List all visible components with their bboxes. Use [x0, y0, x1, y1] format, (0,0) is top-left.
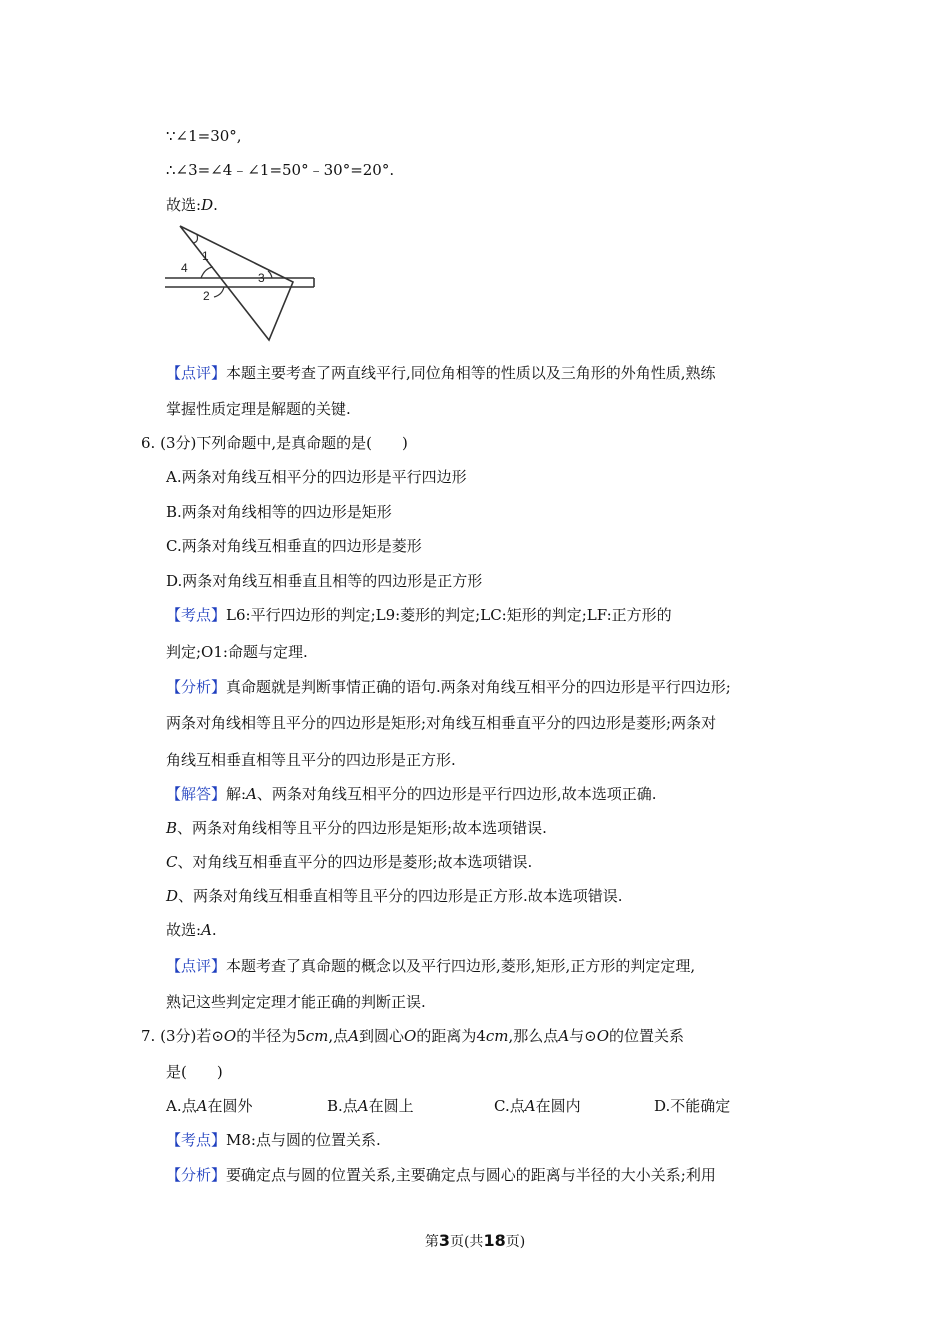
- stem-part: O: [596, 1027, 610, 1045]
- q7-fenxi: [166, 1165, 716, 1185]
- jieda-b-text: 、两条对角线相等且平分的四边形是矩形;故本选项错误.: [177, 819, 547, 837]
- page-number: 3: [438, 1231, 450, 1250]
- q6-kaodian: [166, 605, 672, 625]
- question-6-stem: [141, 433, 408, 453]
- stem-part: O: [223, 1027, 237, 1045]
- stem-part: ,点: [328, 1027, 349, 1045]
- q7-option-b: [327, 1096, 414, 1116]
- question-7-stem-line2: 是( ): [166, 1063, 223, 1081]
- stem-part: A: [348, 1027, 360, 1045]
- answer-suffix: .: [213, 196, 218, 214]
- q7-kaodian: [166, 1130, 381, 1150]
- q7-option-d: D.不能确定: [654, 1097, 731, 1115]
- answer-prefix: 故选:: [166, 196, 202, 214]
- answer-letter: D: [201, 196, 214, 214]
- footer-text: 页): [505, 1234, 526, 1250]
- stem-part: 的位置关系: [609, 1027, 685, 1045]
- q6-jieda-b: [166, 818, 547, 838]
- stem-part: O: [404, 1027, 417, 1045]
- jieda-c-text: 、对角线互相垂直平分的四边形是菱形;故本选项错误.: [177, 853, 533, 871]
- geometry-figure: [162, 222, 322, 347]
- opt-text: 在圆外: [207, 1097, 253, 1115]
- q6-jieda: [166, 784, 656, 804]
- q6-answer-prefix: 故选:: [166, 921, 202, 939]
- stem-part: cm: [305, 1027, 329, 1045]
- kaodian-tag: 【考点】: [166, 606, 227, 624]
- opt-letter: A: [524, 1097, 536, 1115]
- q6-option-d: D.两条对角线互相垂直且相等的四边形是正方形: [166, 572, 483, 590]
- triangle: [180, 226, 293, 340]
- opt-letter: A: [196, 1097, 208, 1115]
- answer-line: [166, 195, 218, 215]
- stem-part: cm: [485, 1027, 509, 1045]
- q6-fenxi: [166, 677, 731, 697]
- kaodian-text-1: M8:点与圆的位置关系.: [226, 1131, 381, 1149]
- question-number: 6.: [141, 434, 156, 452]
- jieda-c-letter: C: [166, 853, 178, 871]
- q7-option-a: [166, 1096, 252, 1116]
- stem-part: 与⊙: [569, 1027, 597, 1045]
- total-pages: 18: [483, 1231, 506, 1250]
- stem-part: 的半径为5: [236, 1027, 306, 1045]
- label-2: 2: [203, 289, 210, 303]
- q6-option-c: C.两条对角线互相垂直的四边形是菱形: [166, 537, 422, 555]
- q6-answer-letter: A: [201, 921, 212, 939]
- dianping-tag: 【点评】: [166, 957, 227, 975]
- dianping-text-1: 本题考查了真命题的概念以及平行四边形,菱形,矩形,正方形的判定定理,: [226, 957, 696, 975]
- comment-text-1: 本题主要考查了两直线平行,同位角相等的性质以及三角形的外角性质,熟练: [226, 364, 716, 382]
- q6-option-b: B.两条对角线相等的四边形是矩形: [166, 503, 392, 521]
- q7-option-c: [494, 1096, 581, 1116]
- q6-answer: [166, 920, 217, 940]
- fenxi-text-1: 真命题就是判断事情正确的语句.两条对角线互相平分的四边形是平行四边形;: [226, 678, 731, 696]
- label-3: 3: [258, 271, 265, 285]
- angle-arc-1: [193, 235, 198, 243]
- stem-part: (3分)若⊙: [160, 1027, 224, 1045]
- jieda-pre: 解:: [226, 785, 247, 803]
- jieda-a-text: 、两条对角线互相平分的四边形是平行四边形,故本选项正确.: [256, 785, 657, 803]
- opt-text: 在圆上: [368, 1097, 414, 1115]
- q6-jieda-d: [166, 886, 623, 906]
- question-number: 7.: [141, 1027, 156, 1045]
- kaodian-text-1: L6:平行四边形的判定;L9:菱形的判定;LC:矩形的判定;LF:正方形的: [226, 606, 672, 624]
- q6-fenxi-line2: 两条对角线相等且平分的四边形是矩形;对角线互相垂直平分的四边形是菱形;两条对: [166, 714, 717, 732]
- opt-text: A.点: [166, 1097, 197, 1115]
- opt-text: B.点: [327, 1097, 358, 1115]
- fenxi-text-1: 要确定点与圆的位置关系,主要确定点与圆心的距离与半径的大小关系;利用: [226, 1166, 716, 1184]
- stem-part: 到圆心: [359, 1027, 405, 1045]
- jieda-b-letter: B: [166, 819, 178, 837]
- angle-arc-4: [201, 267, 213, 278]
- question-7-stem: [141, 1026, 684, 1046]
- q6-fenxi-line3: 角线互相垂直相等且平分的四边形是正方形.: [166, 751, 456, 769]
- fenxi-tag: 【分析】: [166, 678, 227, 696]
- prev-comment: [166, 363, 716, 383]
- q6-jieda-c: [166, 852, 532, 872]
- angle-arc-2: [214, 287, 224, 297]
- footer-text: 页(共: [449, 1234, 484, 1250]
- solution-step-2: ∴∠3=∠4﹣∠1=50°﹣30°=20°.: [166, 161, 395, 179]
- opt-letter: A: [357, 1097, 369, 1115]
- fenxi-tag: 【分析】: [166, 1166, 227, 1184]
- solution-step-1: ∵∠1=30°,: [166, 127, 242, 145]
- stem-part: ,那么点: [508, 1027, 559, 1045]
- opt-text: C.点: [494, 1097, 525, 1115]
- q6-kaodian-line2: 判定;O1:命题与定理.: [166, 643, 308, 661]
- footer-text: 第: [424, 1234, 439, 1250]
- stem-part: 的距离为4: [416, 1027, 486, 1045]
- question-text: (3分)下列命题中,是真命题的是( ): [160, 434, 408, 452]
- q6-answer-suffix: .: [211, 921, 217, 939]
- label-1: 1: [202, 249, 209, 263]
- q6-dianping-line2: 熟记这些判定定理才能正确的判断正误.: [166, 993, 426, 1011]
- jieda-d-letter: D: [166, 887, 179, 905]
- comment-tag: 【点评】: [166, 364, 227, 382]
- jieda-tag: 【解答】: [166, 785, 227, 803]
- prev-comment-line2: 掌握性质定理是解题的关键.: [166, 400, 351, 418]
- stem-part: A: [558, 1027, 570, 1045]
- label-4: 4: [181, 261, 188, 275]
- jieda-d-text: 、两条对角线互相垂直相等且平分的四边形是正方形.故本选项错误.: [178, 887, 623, 905]
- opt-text: 在圆内: [535, 1097, 581, 1115]
- q6-option-a: A.两条对角线互相平分的四边形是平行四边形: [166, 468, 467, 486]
- kaodian-tag: 【考点】: [166, 1131, 227, 1149]
- q6-dianping: [166, 956, 695, 976]
- jieda-a-letter: A: [246, 785, 257, 803]
- page-footer: [0, 1231, 950, 1252]
